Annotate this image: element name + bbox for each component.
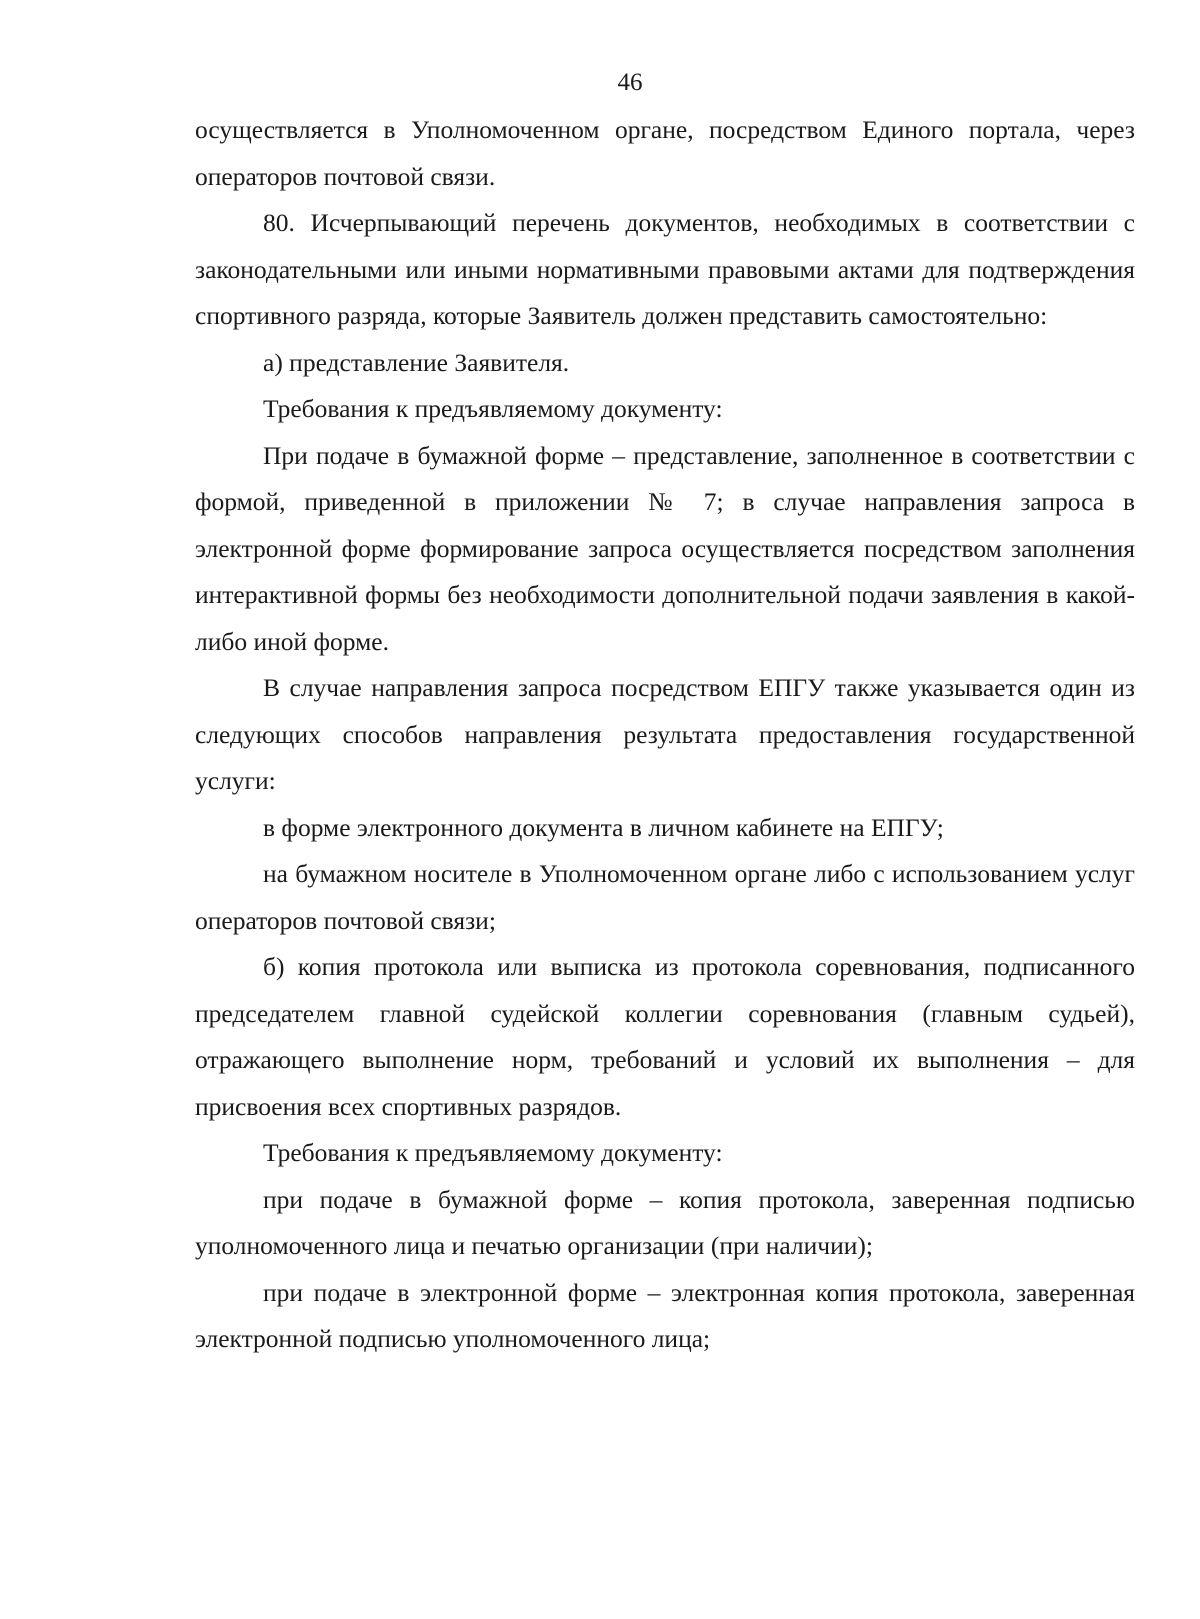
paragraph-paper-copy: при подаче в бумажной форме – копия протокола, заверенная подписью уполномоченного лица и печатью организации (при наличии); [195,1184,1135,1260]
page-number: 46 [617,69,643,96]
paragraph-requirements-heading: Требования к предъявляемому документу: [263,394,723,423]
paragraph-epgu-method: В случае направления запроса посредством ЕПГУ также указывается один из следующих способов направления результата предоставления государственной услуги: [195,673,1135,795]
paragraph-electronic-document: в форме электронного документа в личном кабинете на ЕПГУ; [263,812,944,842]
document-body [195,107,1135,1363]
paragraph-paper-carrier: на бумажном носителе в Уполномоченном органе либо с использованием услуг операторов почтовой связи; [195,859,1135,935]
paragraph-electronic-copy: при подаче в электронной форме – электронная копия протокола, заверенная электронной подписью уполномоченного лица; [195,1277,1135,1353]
paragraph-item-b: б) копия протокола или выписка из протокола соревнования, подписанного председателем главной судейской коллегии соревнования (главным судьей), отражающего выполнение норм, требований и условий их выполнения – для присвоения всех спортивных разрядов. [195,952,1135,1121]
paragraph-continuation: осуществляется в Уполномоченном органе, посредством Единого портала, через операторов почтовой связи. [195,115,1135,191]
paragraph-requirements-heading-2: Требования к предъявляемому документу: [263,1138,723,1167]
paragraph-paper-form: При подаче в бумажной форме – представление, заполненное в соответствии с формой, приведенной в приложении № 7; в случае направления запроса в электронной форме формирование запроса осуществляется посредством заполнения интерактивной формы без необходимости дополнительной подачи заявления в какой-либо иной форме. [195,440,1135,656]
paragraph-item-80: 80. Исчерпывающий перечень документов, необходимых в соответствии с законодательными или иными нормативными правовыми актами для подтверждения спортивного разряда, которые Заявитель должен представить самостоятельно: [195,208,1135,330]
paragraph-item-a: а) представление Заявителя. [263,347,570,377]
